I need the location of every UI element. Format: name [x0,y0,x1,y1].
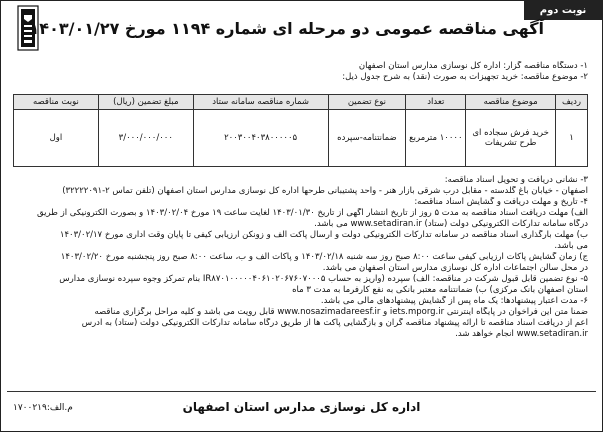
body-line: ۵- نوع تضمین قابل قبول شرکت در مناقصه: الف) سپرده (واریز به حساب IR۸۷۰۱۰۰۰۰۰۴۰۶۱۰۲۰۶۷۶۰۷۰۰۰۵ بنام تمرکز وجوه سپرده نوسازی مدارس [59,274,588,284]
footer-organization: اداره کل نوسازی مدارس استان اصفهان [182,400,421,414]
body-line: درگاه سامانه تدارکات الکترونیکی دولت (ستاد) www.setadiran.ir می باشد. [314,219,588,229]
body-lines [15,175,588,340]
body-line: الف) مهلت دریافت اسناد مناقصه به مدت ۵ روز از تاریخ انتشار آگهی از تاریخ ۱۴۰۳/۰۱/۳۰ لغایت ساعت ۱۹ مورخ ۱۴۰۳/۰۲/۰۴ و بصورت الکترونیکی از طریق [37,208,588,218]
column-header: نوبت مناقصه [14,95,99,110]
column-header: موضوع مناقصه [466,95,556,110]
body-line: www.setadiran.ir انجام خواهد شد. [455,329,588,339]
body-line: در محل سالن اجتماعات اداره کل نوسازی مدارس استان اصفهان می باشد. [322,263,588,273]
body-line: اعم از دریافت اسناد مناقصه تا ارائه پیشنهاد مناقصه گران و بازگشایی پاکت ها از طریق درگاه سامانه تدارکات الکترونیکی دولت (ستاد) به آدرس [81,318,588,328]
body-line: ۶- مدت اعتبار پیشنهادها: یک ماه پس از گشایش پیشنهادهای مالی می باشد. [320,296,588,306]
table-header-row [14,95,588,110]
body-line: استان اصفهان بانک مرکزی) ب) ضمانتنامه معتبر بانکی به نفع کارفرما به مدت ۳ ماه [292,285,588,295]
tender-subject: خرید فرش سجاده ای طرح تشریفات [466,110,556,167]
body-line: ضمناً متن این فراخوان در پایگاه اینترنتی iets.mporg.ir و www.nosazimadareesf.ir قابل رویت می باشد و کلیه مراحل برگزاری مناقصه [94,307,588,317]
header-lines [15,61,588,83]
column-header: مبلغ تضمین (ریال) [98,95,193,110]
setad-tender-number: ۲۰۰۳۰۰۴۰۳۸۰۰۰۰۰۵ [193,110,328,167]
header-line: ۲- موضوع مناقصه: خرید تجهیزات به صورت (نقد) به شرح جدول ذیل: [342,72,588,82]
table-row [14,110,588,167]
notice-title: آگهی مناقصه عمومی دو مرحله ای شماره ۱۱۹۴ مورخ ۱۴۰۳/۰۱/۲۷ [29,19,544,38]
footer-divider [7,391,596,392]
header-line: ۱- دستگاه مناقصه گزار: اداره کل نوسازی مدارس استان اصفهان [358,61,588,71]
column-header: تعداد [406,95,466,110]
body-line: ج) زمان گشایش پاکات ارزیابی کیفی ساعت ۸:۰۰ صبح روز سه شنبه ۱۴۰۳/۰۲/۱۸ و پاکات الف و ب، ساعت ۸:۰۰ صبح روز پنجشنبه مورخ ۱۴۰۳/۰۲/۲۰ [60,252,588,262]
body-line: ب) مهلت بارگذاری اسناد مناقصه در سامانه تدارکات الکترونیکی دولت و ارسال پاکت الف و زونکن ارزیابی کیفی تا پایان وقت اداری مورخ ۱۴۰۳/۰۲/۱۷ [59,230,588,240]
body-line: می باشد. [554,241,588,251]
notice-round-badge: نوبت دوم [524,1,602,20]
guarantee-amount: ۳/۰۰۰/۰۰۰/۰۰۰ [98,110,193,167]
column-header: نوع تضمین [328,95,406,110]
quantity: ۱۰۰۰۰ مترمربع [406,110,466,167]
tender-table [13,94,588,167]
column-header: ردیف [556,95,588,110]
body-line: اصفهان - خیابان باغ گلدسته - مقابل درب شرقی بازار هنر - واحد پشتیبانی طرحها اداره کل نوسازی مدارس استان اصفهان (تلفن تماس ۲-۳۲۲۲۲۰۹۱) [62,186,588,196]
column-header: شماره مناقصه سامانه ستاد [193,95,328,110]
tender-round: اول [14,110,99,167]
row-number: ۱ [556,110,588,167]
body-line: ۳- نشانی دریافت و تحویل اسناد مناقصه: [444,175,588,185]
body-line: ۴- تاریخ و مهلت دریافت و گشایش اسناد مناقصه: [414,197,588,207]
guarantee-type: ضمانتنامه-سپرده [328,110,406,167]
publication-code: م.الف:۱۷۰۰۲۱۹ [13,403,73,413]
